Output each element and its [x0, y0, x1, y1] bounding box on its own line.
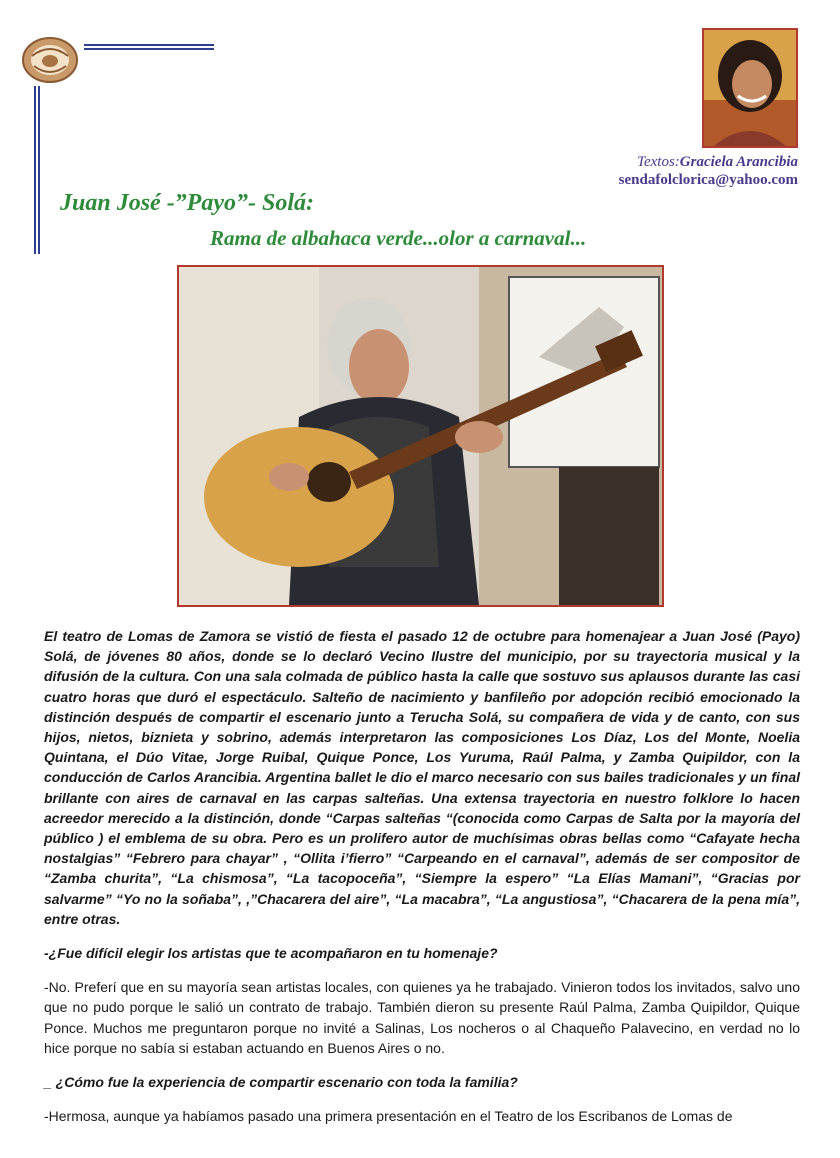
article-body	[44, 626, 800, 1126]
author-email[interactable]: sendafolclorica@yahoo.com	[618, 172, 798, 188]
lead-paragraph: El teatro de Lomas de Zamora se vistió de fiesta el pasado 12 de octubre para homenajear a Juan José (Payo) Solá, de jóvenes 80 años, donde se lo declaró Vecino Ilustre del municipio, por su trayectoria musical y la difusión de la cultura. Con una sala colmada de público hasta la calle que sostuvo sus aplausos durante las casi cuatro horas que duró el espectáculo. Salteño de nacimiento y banfileño por adopción recibió emocionado la distinción después de compartir el escenario junto a Terucha Solá, su compañera de vida y de canto, con sus hijos, nietos, biznieta y sobrino, además interpretaron las composiciones Los Díaz, Los del Monte, Noelia Quintana, el Dúo Vitae, Jorge Ruibal, Quique Ponce, Los Yuruma, Raúl Palma, y Zamba Quipildor, con la conducción de Carlos Arancibia. Argentina ballet le dio el marco necesario con sus bailes tradicionales y un final brillante con aires de carnaval en las carpas salteñas. Una extensa trayectoria en nuestro folklore lo hacen acreedor merecido a la distinción, donde “Carpas salteñas “(conocida como Carpas de Salta por la mayoría del público ) el emblema de su obra. Pero es un prolifero autor de muchísimas obras bellas como “Cafayate hecha nostalgias” “Febrero para chayar” , “Ollita i’fierro” “Carpeando en el carnaval”, además de ser compositor de “Zamba churita”, “La chismosa”, “La tacopoceña”, “Siempre la espero” “La Elías Mamani”, “Gracias por salvarme” “Yo no la soñaba”, ,”Chacarera del aire”, “La macabra”, “La angustiosa”, “Chacarera de la pena mía”, entre otras.	[44, 628, 800, 927]
interview-answer-1: -No. Preferí que en su mayoría sean artistas locales, con quienes ya he trabajado. Vinieron todos los invitados, salvo uno que no pudo porque le salió un contrato de trabajo. También dieron su presente Raúl Palma, Zamba Quipildor, Quique Ponce. Muchos me preguntaron porque no invité a Salinas, Los nocheros o al Chaqueño Palavecino, en verdad no lo hice porque no sabía si estaban actuando en Buenos Aires o no.	[44, 979, 800, 1056]
author-name: Graciela Arancibia	[679, 154, 798, 170]
interview-answer-2: -Hermosa, aunque ya habíamos pasado una primera presentación en el Teatro de los Escribanos de Lomas de	[44, 1108, 733, 1125]
main-photo	[177, 265, 664, 607]
credit-line	[619, 154, 798, 171]
article-subtitle: Rama de albahaca verde...olor a carnaval...	[210, 226, 587, 250]
article-credits	[619, 154, 798, 189]
interview-question-1: -¿Fue difícil elegir los artistas que te acompañaron en tu homenaje?	[44, 945, 498, 962]
decorative-rule-top-2	[84, 48, 214, 50]
shell-logo-icon	[20, 34, 82, 86]
interview-question-2: _ ¿Cómo fue la experiencia de compartir escenario con toda la familia?	[44, 1074, 518, 1091]
decorative-rule-left-2	[38, 86, 40, 254]
credit-prefix: Textos:	[637, 154, 680, 170]
decorative-rule-left	[34, 86, 36, 254]
decorative-rule-top	[84, 44, 214, 46]
article-title: Juan José -”Payo”- Solá:	[60, 190, 314, 216]
author-photo	[702, 28, 798, 148]
